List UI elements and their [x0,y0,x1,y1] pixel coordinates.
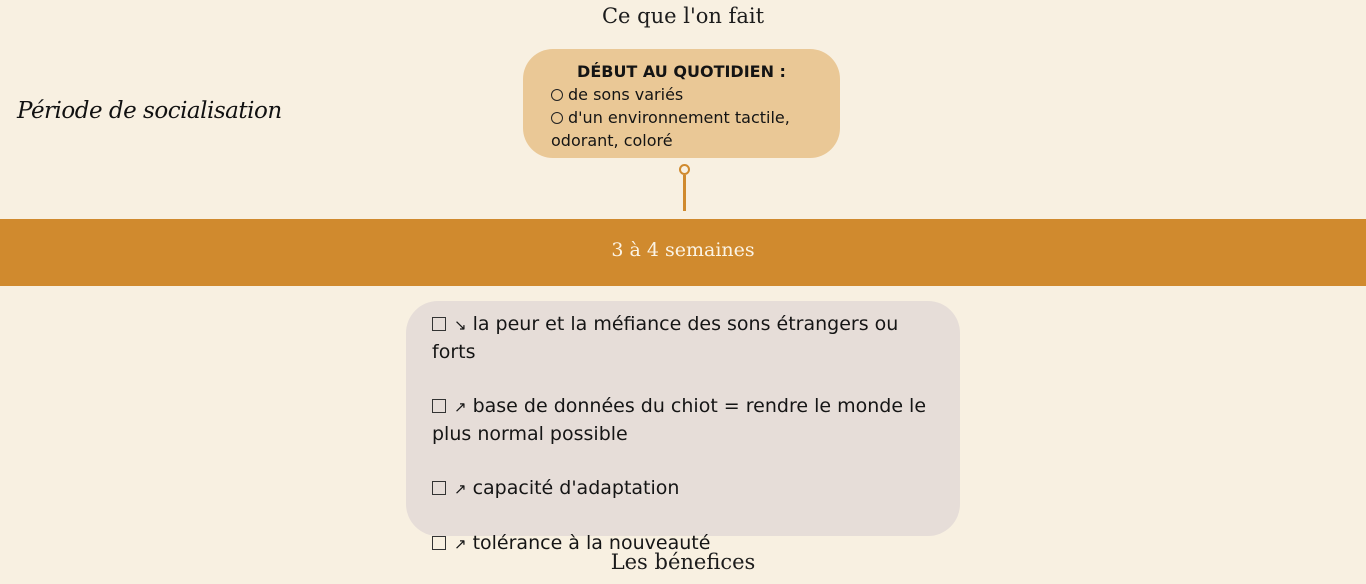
start-box-heading: DÉBUT AU QUOTIDIEN : [577,62,786,81]
bottom-title: Les bénefices [610,550,756,574]
start-item [551,106,820,152]
checkbox-icon [432,317,446,331]
benefits-box [406,301,960,554]
start-item [551,83,820,106]
arrow-up-right-icon: ↗ [454,480,467,498]
start-item-text: de sons variés [568,85,684,104]
benefit-text: capacité d'adaptation [472,477,680,499]
top-title: Ce que l'on fait [601,4,765,28]
circle-bullet-icon [551,89,563,101]
checkbox-icon [432,481,446,495]
arrow-up-right-icon: ↗ [454,535,467,553]
checkbox-icon [432,536,446,550]
benefit-item [432,393,940,448]
timeline-label: 3 à 4 semaines [611,239,755,261]
connector-dot [679,164,690,175]
arrow-up-right-icon: ↗ [454,398,467,416]
connector-line [683,175,686,211]
benefit-text: base de données du chiot = rendre le monde le plus normal possible [432,395,927,445]
benefit-text: tolérance à la nouveauté [472,532,711,554]
benefit-item [432,311,940,366]
start-item-text: d'un environnement tactile, odorant, coloré [551,108,790,150]
circle-bullet-icon [551,112,563,124]
benefit-text: la peur et la méfiance des sons étrangers ou forts [432,313,899,363]
side-label: Période de socialisation [17,98,282,124]
benefit-item [432,475,940,503]
timeline-band [0,219,1366,286]
arrow-down-right-icon: ↘ [454,316,467,334]
checkbox-icon [432,399,446,413]
start-box [523,49,840,158]
